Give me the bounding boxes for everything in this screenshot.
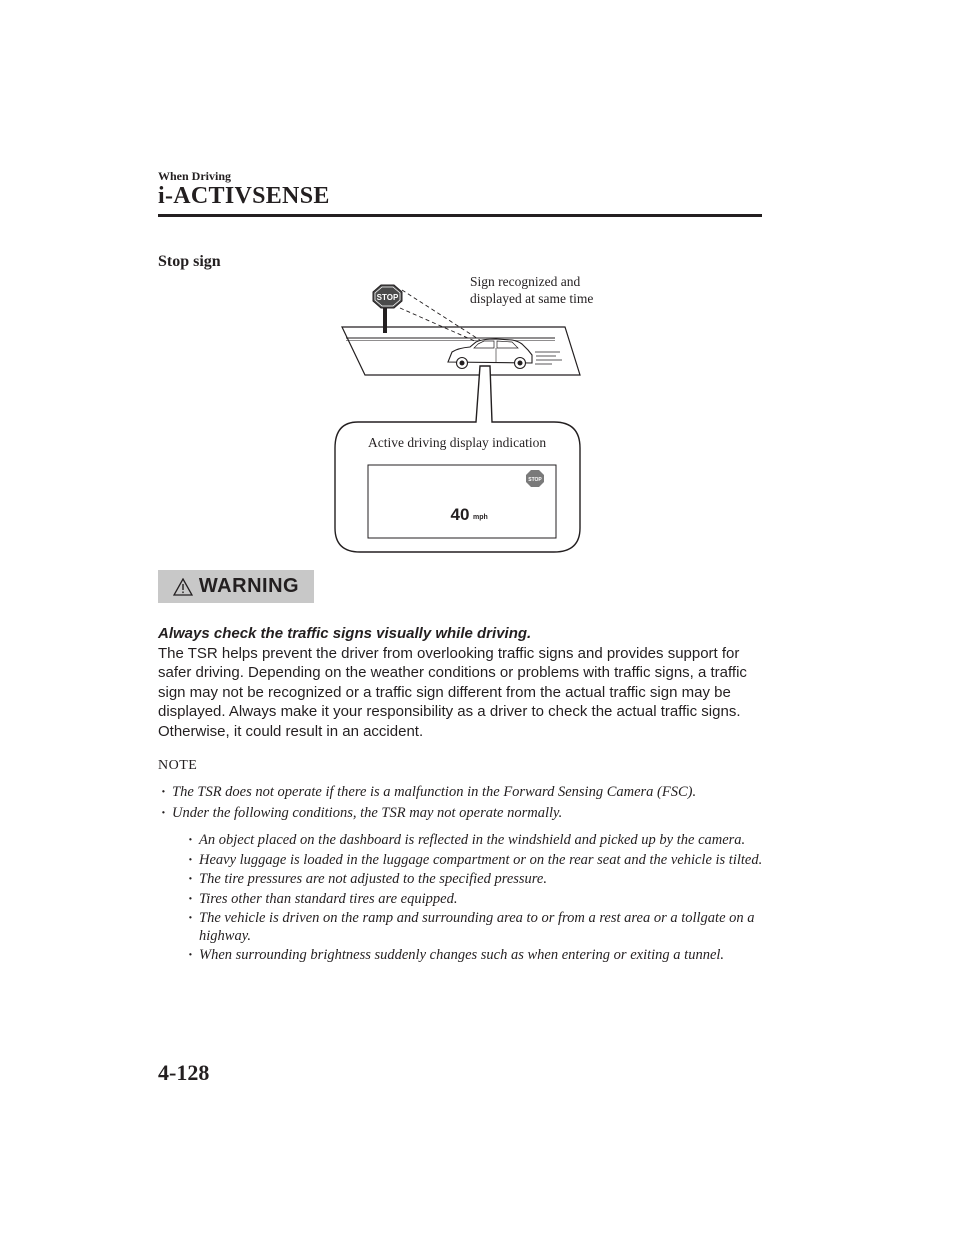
- caption-line-1: Sign recognized and: [470, 274, 581, 289]
- page-number: 4-128: [158, 1060, 210, 1085]
- note-sub-item: · Tires other than standard tires are equipped.: [185, 891, 768, 909]
- stop-indicator-text: STOP: [528, 477, 542, 483]
- warning-text: The TSR helps prevent the driver from overlooking traffic signs and provides support for safer driving. Depending on the weather conditions or problems with traffic signs, a traffic sign may not be recognized or a traffic sign different from the actual traffic sign may be displayed. Always make it your responsibility as a driver to check the actual traffic signs. Otherwise, it could result in an accident.: [158, 644, 747, 740]
- warning-label: WARNING: [198, 575, 300, 597]
- note-heading: NOTE: [158, 758, 198, 773]
- caption-line-2: displayed at same time: [470, 291, 594, 306]
- note-sub-item: · When surrounding brightness suddenly changes such as when entering or exiting a tunnel.: [185, 947, 768, 965]
- speed-unit: mph: [473, 514, 488, 521]
- figure-caption: [470, 273, 593, 307]
- note-sub-item: · The vehicle is driven on the ramp and surrounding area to or from a rest area or a tollgate on a highway.: [185, 910, 768, 945]
- section-label: When Driving: [158, 169, 232, 183]
- display-indication-label: Active driving display indication: [368, 435, 547, 450]
- note-item: · The TSR does not operate if there is a malfunction in the Forward Sensing Camera (FSC).: [158, 784, 768, 802]
- title-divider: [158, 214, 762, 217]
- subheading-stop-sign: Stop sign: [158, 253, 221, 270]
- warning-lead: Always check the traffic signs visually while driving.: [158, 625, 532, 642]
- warning-body: [158, 624, 768, 741]
- note-sub-list: [158, 832, 768, 965]
- stop-sign-illustration: [330, 272, 620, 562]
- note-sub-item: · Heavy luggage is loaded in the luggage compartment or on the rear seat and the vehicle is tilted.: [185, 852, 768, 870]
- note-list: [158, 784, 768, 967]
- page-title: i-ACTIVSENSE: [158, 183, 330, 209]
- note-sub-item: · The tire pressures are not adjusted to the specified pressure.: [185, 871, 768, 889]
- warning-triangle-icon: [173, 578, 193, 596]
- speed-value: 40: [450, 505, 470, 524]
- warning-badge: [158, 570, 314, 603]
- note-sub-item: · An object placed on the dashboard is reflected in the windshield and picked up by the camera.: [185, 832, 768, 850]
- sign-post: [383, 305, 387, 333]
- stop-sign-icon: [373, 285, 402, 308]
- stop-indicator-icon: [526, 470, 544, 487]
- note-item: · Under the following conditions, the TSR may not operate normally.: [158, 805, 768, 823]
- stop-sign-text: STOP: [376, 293, 399, 302]
